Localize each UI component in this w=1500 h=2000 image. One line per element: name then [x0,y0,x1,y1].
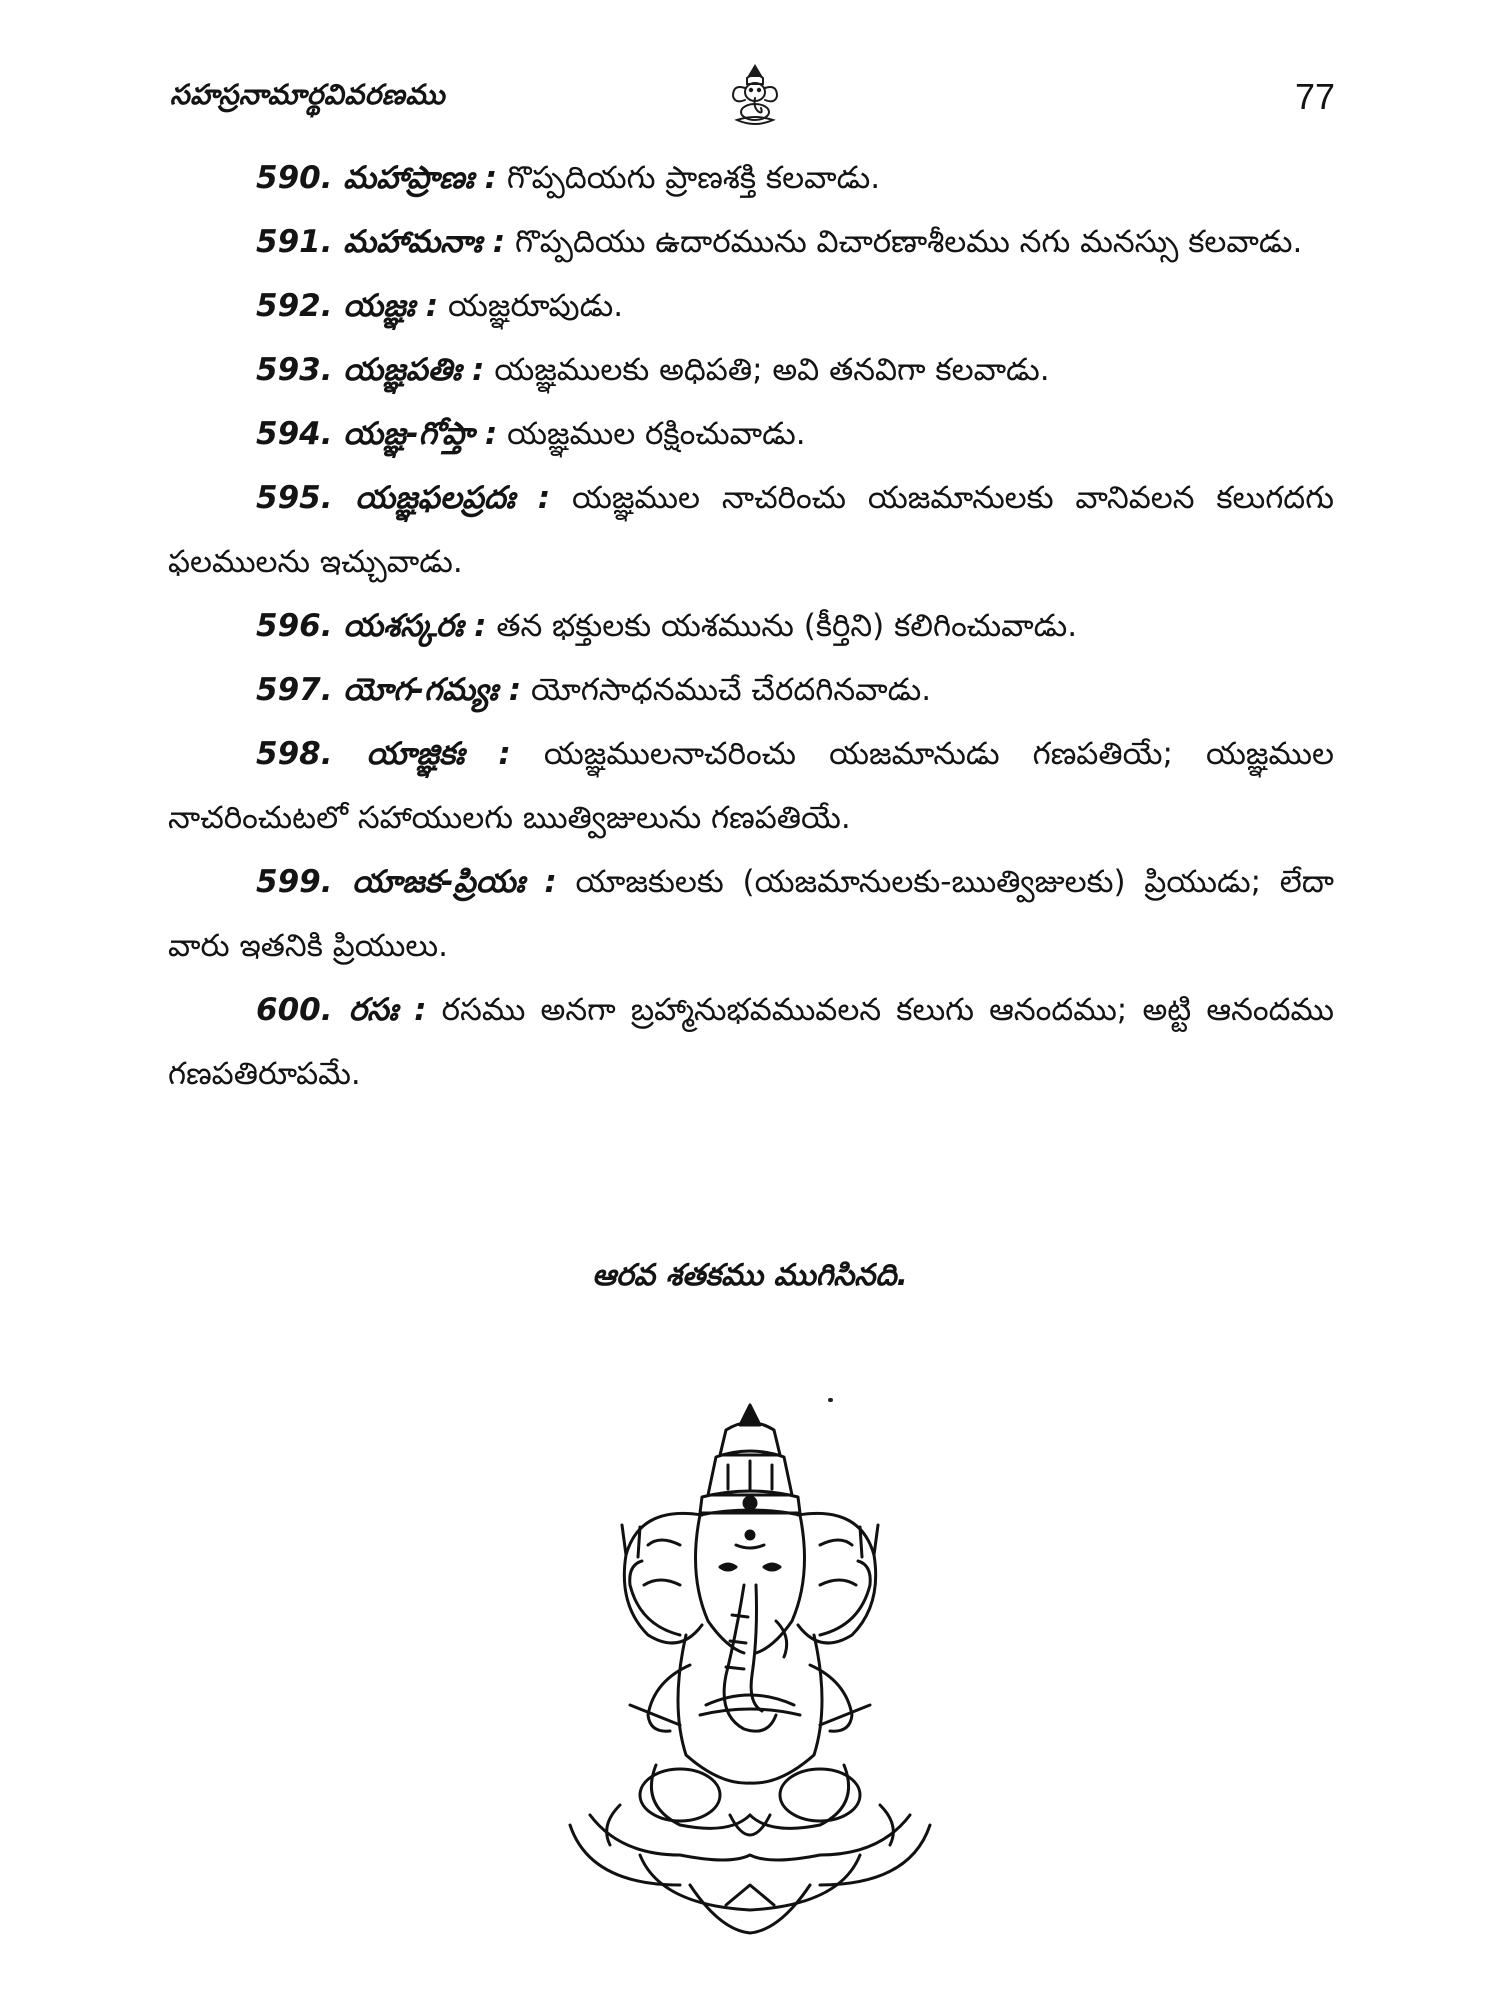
entry-text: యాజకులకు (యజమానులకు-ఋత్విజులకు) ప్రియుడు; లేదా వారు ఇతనికి ప్రియులు. [168,864,1334,964]
entry [168,274,1334,338]
entry-heading: 591. మహామనాః : [256,224,506,260]
entry-heading: 595. యజ్ఞఫలప్రదః : [256,480,551,516]
entry-text: తన భక్తులకు యశమును (కీర్తిని) కలిగించువాడు. [486,608,1078,644]
ganesha-emblem-icon [723,62,787,128]
entry-text: యజ్ఞముల రక్షించువాడు. [497,416,806,452]
entry-text: రసము అనగా బ్రహ్మానుభవమువలన కలుగు ఆనందము; అట్టి ఆనందము గణపతిరూపమే. [168,992,1334,1092]
ganesha-on-lotus-icon [530,1385,970,1940]
entry [168,402,1334,466]
entry [168,594,1334,658]
entry-heading: 600. రసః : [256,992,427,1028]
entry-text: గొప్పదియగు ప్రాణశక్తి కలవాడు. [497,160,881,196]
entry-heading: 597. యోగ-గమ్యః : [256,672,522,708]
entry-heading: 590. మహాప్రాణః : [256,160,498,196]
entry-heading: 592. యజ్ఞః : [256,288,439,324]
entry [168,978,1334,1106]
entry-heading: 594. యజ్ఞ-గోప్తా : [256,416,498,452]
entry-text: గొప్పదియు ఉదారమును విచారణాశీలము నగు మనస్సు కలవాడు. [505,224,1303,260]
entry-text: యోగసాధనముచే చేరదగినవాడు. [521,672,932,708]
page-number: 77 [1294,76,1335,117]
entry [168,658,1334,722]
entry-text: యజ్ఞముల నాచరించు యజమానులకు వానివలన కలుగదగు ఫలములను ఇచ్చువాడు. [168,480,1334,580]
entry [168,850,1334,978]
entry [168,210,1334,274]
closing-line: ఆరవ శతకము ముగిసినది. [592,1258,908,1293]
entry-text: యజ్ఞరూపుడు. [438,288,624,324]
entry [168,146,1334,210]
entry-heading: 593. యజ్ఞపతిః : [256,352,485,388]
entry-heading: 599. యాజక-ప్రియః : [256,864,557,900]
entry [168,466,1334,594]
entry-heading: 598. యాజ్ఞికః : [256,736,511,772]
running-title: సహస్రనామార్థవివరణము [170,78,446,111]
entry-text: యజ్ఞములకు అధిపతి; అవి తనవిగా కలవాడు. [484,352,1050,388]
entry-text: యజ్ఞములనాచరించు యజమానుడు గణపతియే; యజ్ఞముల నాచరించుటలో సహాయులగు ఋత్విజులును గణపతియే. [168,736,1334,836]
entry [168,338,1334,402]
entries-list [168,146,1334,1106]
entry [168,722,1334,850]
entry-heading: 596. యశస్కరః : [256,608,487,644]
